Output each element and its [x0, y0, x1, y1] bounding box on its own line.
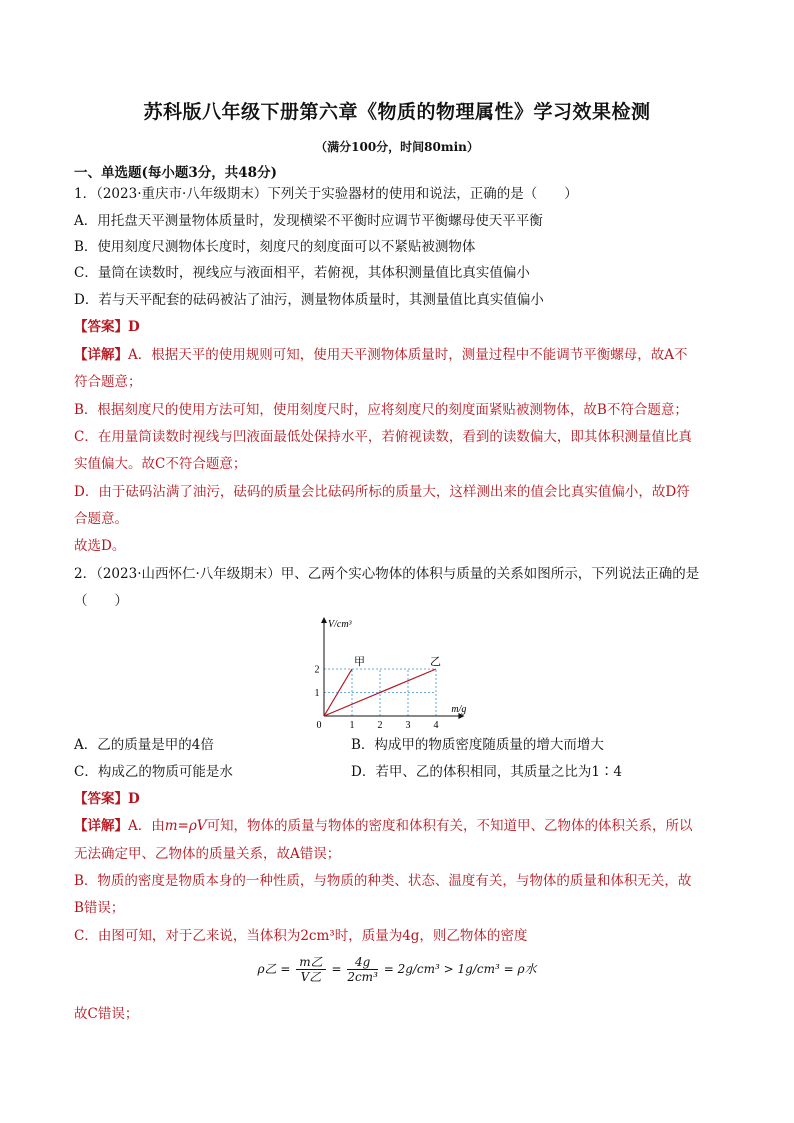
q1-option-a: A．用托盘天平测量物体质量时，发现横梁不平衡时应调节平衡螺母使天平平衡 [74, 213, 543, 229]
q1-option-d: D．若与天平配套的砝码被沾了油污，测量物体质量时，其测量值比真实值偏小 [74, 292, 544, 308]
series-label: 乙 [430, 655, 441, 668]
x-tick-label: 1 [349, 720, 355, 729]
q1-detail-line: 符合题意； [74, 374, 142, 390]
q1-detail-line: C．在用量筒读数时视线与凹液面最低处保持水平，若俯视读数，看到的读数偏大，即其体积测量值比真 [74, 429, 692, 445]
x-tick-label: 0 [316, 720, 322, 729]
q2-option-a: A．乙的质量是甲的4倍 [74, 737, 214, 753]
x-axis-label: m/g [451, 704, 467, 715]
x-tick-label: 4 [433, 720, 439, 729]
y-axis-arrow [321, 617, 327, 623]
volume-mass-chart [312, 617, 482, 729]
section-heading: 一、单选题(每小题3分，共48分) [74, 165, 277, 181]
q1-detail-line: 实值偏大。故C不符合题意； [74, 456, 247, 472]
fraction-numerator: 4g [347, 955, 378, 970]
q2-answer [74, 789, 726, 809]
q2-stem: （ ） [74, 593, 128, 609]
q1-conclusion: 故选D。 [74, 538, 126, 554]
q1-detail-line [74, 345, 726, 365]
detail-tag: 【详解】 [74, 347, 128, 363]
fraction-denominator: 2cm³ [347, 970, 378, 984]
x-tick-label: 2 [377, 720, 383, 729]
detail-text: A．由 [128, 818, 165, 834]
answer-tag: 【答案】 [74, 791, 128, 807]
y-tick-label: 2 [314, 664, 320, 676]
y-axis-label: V/cm³ [328, 619, 352, 630]
answer-value: D [128, 791, 140, 807]
q1-answer [74, 317, 726, 337]
q2-detail-b: B．物质的密度是物质本身的一种性质，与物质的种类、状态、温度有关，与物体的质量和体积无关，故 [74, 873, 692, 889]
detail-text: 可知，物体的质量与物体的密度和体积有关，不知道甲、乙物体的体积关系，所以 [206, 818, 693, 834]
q1-option-c: C．量筒在读数时，视线应与液面相平，若俯视，其体积测量值比真实值偏小 [74, 265, 530, 281]
fraction-mass-volume [296, 955, 325, 984]
x-tick-label: 3 [405, 720, 411, 729]
fraction-denominator: V乙 [300, 970, 322, 984]
fraction-values [347, 955, 378, 984]
page-subtitle: （满分100分，时间80min） [315, 140, 479, 154]
q2-detail-a2: 无法确定甲、乙物体的质量关系，故A错误； [74, 846, 341, 862]
q1-detail-line: B．根据刻度尺的使用方法可知，使用刻度尺时，应将刻度尺的刻度面紧贴被测物体，故B不符合题意； [74, 402, 688, 418]
q1-detail-line: D．由于砝码沾满了油污，砝码的质量会比砝码所标的质量大，这样测出来的值会比真实值偏小，故D符 [74, 484, 690, 500]
page-title: 苏科版八年级下册第六章《物质的物理属性》学习效果检测 [143, 101, 651, 123]
answer-value: D [128, 319, 140, 335]
formula-lhs: ρ乙 = [257, 962, 291, 976]
answer-tag: 【答案】 [74, 319, 128, 335]
fraction-numerator: m乙 [296, 955, 325, 970]
q2-detail-b2: B错误； [74, 900, 125, 916]
q2-option-c: C．构成乙的物质可能是水 [74, 764, 233, 780]
q2-stem: 2．（2023·山西怀仁·八年级期末）甲、乙两个实心物体的体积与质量的关系如图所示，下列说法正确的是 [74, 566, 700, 582]
series-label: 甲 [354, 655, 365, 668]
formula-rest: = 2g/cm³ > 1g/cm³ = ρ水 [383, 962, 537, 976]
q2-detail-c-end: 故C错误； [74, 1006, 139, 1022]
formula-equals: = [331, 962, 342, 976]
detail-tag: 【详解】 [74, 818, 128, 834]
y-tick-label: 1 [314, 688, 320, 699]
q1-stem: 1．（2023·重庆市·八年级期末）下列关于实验器材的使用和说法，正确的是（ ） [74, 186, 578, 202]
inline-formula: m=ρV [164, 818, 207, 834]
q2-detail-c: C．由图可知，对于乙来说，当体积为2cm³时，质量为4g，则乙物体的密度 [74, 928, 528, 944]
q2-detail-a [74, 816, 726, 836]
density-formula [0, 955, 794, 984]
q1-detail-line: 合题意。 [74, 511, 128, 527]
q2-option-b: B．构成甲的物质密度随质量的增大而增大 [351, 737, 604, 753]
q1-option-b: B．使用刻度尺测物体长度时，刻度尺的刻度面可以不紧贴被测物体 [74, 239, 476, 255]
q2-option-d: D．若甲、乙的体积相同，其质量之比为1∶4 [351, 764, 623, 780]
detail-text: A．根据天平的使用规则可知，使用天平测物体质量时，测量过程中不能调节平衡螺母，故A不 [128, 347, 688, 363]
